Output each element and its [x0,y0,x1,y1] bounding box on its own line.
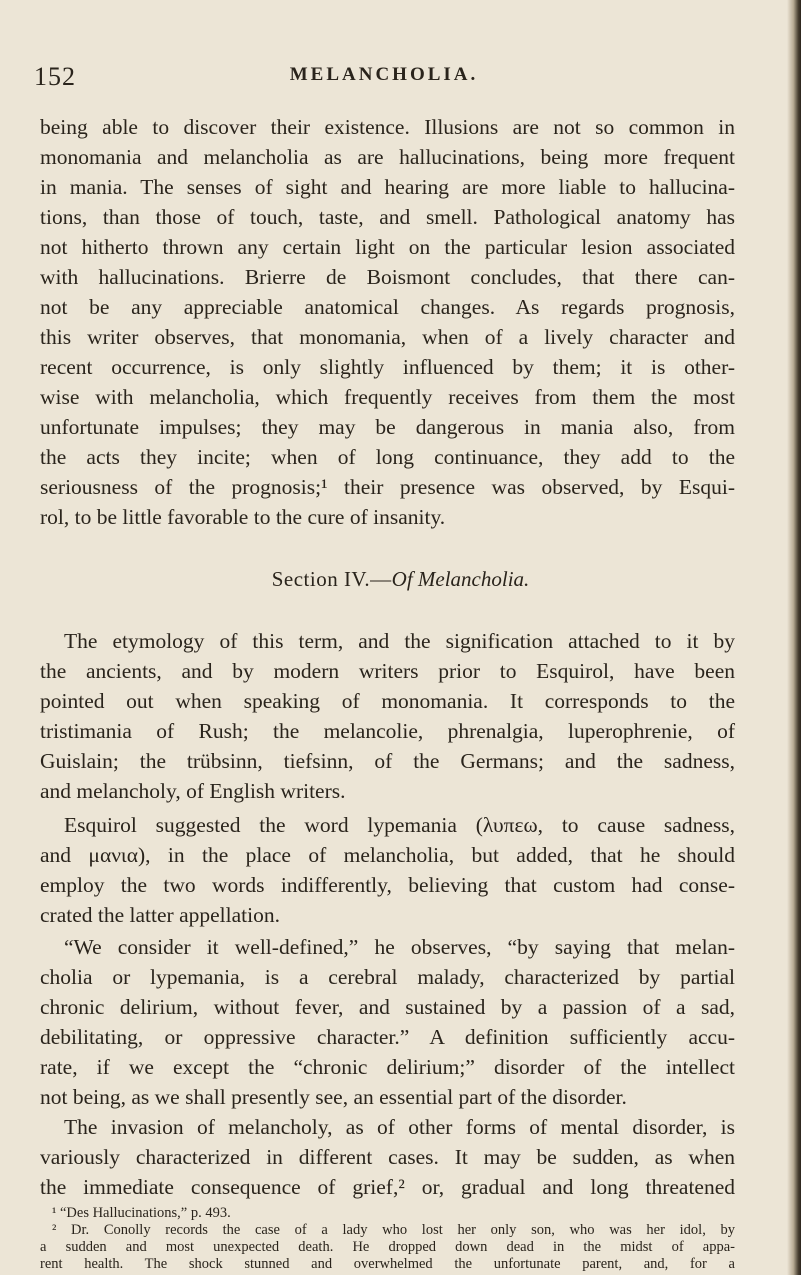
text-line: not hitherto thrown any certain light on the particular lesion associated [40,235,735,259]
section-subtitle: Of Melancholia. [391,567,530,591]
text-line: and melancholy, of English writers. [40,779,346,803]
page-number: 152 [34,62,76,91]
text-line: not being, as we shall presently see, an essential part of the disorder. [40,1085,627,1109]
text-line: being able to discover their existence. Illusions are not so common in [40,115,735,139]
footnote-1: ¹ “Des Hallucinations,” p. 493. [52,1205,231,1221]
section-heading [0,567,801,592]
text-line: Esquirol suggested the word lypemania (λυπεω, to cause sadness, [64,813,735,837]
text-line: rol, to be little favorable to the cure of insanity. [40,505,446,529]
text-line: recent occurrence, is only slightly influenced by them; it is other- [40,355,735,379]
text-line: wise with melancholia, which frequently receives from them the most [40,385,735,409]
text-line: seriousness of the prognosis;¹ their presence was observed, by Esqui- [40,475,735,499]
text-line: cholia or lypemania, is a cerebral malady, characterized by partial [40,965,735,989]
text-line: The etymology of this term, and the signification attached to it by [64,629,735,653]
page-edge-shadow [787,0,801,1275]
running-head: MELANCHOLIA. [289,64,479,85]
text-line: crated the latter appellation. [40,903,280,927]
text-line: “We consider it well-defined,” he observes, “by saying that melan- [64,935,735,959]
text-line: and μανια), in the place of melancholia, but added, that he should [40,843,735,867]
text-line: the immediate consequence of grief,² or, gradual and long threatened [40,1175,735,1199]
text-line: in mania. The senses of sight and hearing are more liable to hallucina- [40,175,735,199]
text-line: tions, than those of touch, taste, and smell. Pathological anatomy has [40,205,735,229]
text-line: not be any appreciable anatomical changes. As regards prognosis, [40,295,735,319]
text-line: Guislain; the trübsinn, tiefsinn, of the Germans; and the sadness, [40,749,735,773]
text-line: the ancients, and by modern writers prior to Esquirol, have been [40,659,735,683]
text-line: with hallucinations. Brierre de Boismont concludes, that there can- [40,265,735,289]
text-line: variously characterized in different cases. It may be sudden, as when [40,1145,735,1169]
text-line: the acts they incite; when of long continuance, they add to the [40,445,735,469]
section-label: Section IV.— [271,567,392,591]
text-line: employ the two words indifferently, believing that custom had conse- [40,873,735,897]
text-line: unfortunate impulses; they may be dangerous in mania also, from [40,415,735,439]
footnote-2-cont: a sudden and most unexpected death. He dropped down dead in the midst of appa- [40,1239,735,1255]
text-line: debilitating, or oppressive character.” A definition sufficiently accu- [40,1025,735,1049]
text-line: chronic delirium, without fever, and sustained by a passion of a sad, [40,995,735,1019]
text-line: pointed out when speaking of monomania. It corresponds to the [40,689,735,713]
text-line: rate, if we except the “chronic delirium;” disorder of the intellect [40,1055,735,1079]
text-line: The invasion of melancholy, as of other forms of mental disorder, is [64,1115,735,1139]
text-line: tristimania of Rush; the melancolie, phrenalgia, luperophrenie, of [40,719,735,743]
text-line: this writer observes, that monomania, when of a lively character and [40,325,735,349]
page-header [34,62,734,90]
footnote-2-cont: rent health. The shock stunned and overwhelmed the unfortunate parent, and, for a [40,1256,735,1272]
footnote-2: ² Dr. Conolly records the case of a lady who lost her only son, who was her idol, by [52,1222,735,1238]
text-line: monomania and melancholia as are hallucinations, being more frequent [40,145,735,169]
